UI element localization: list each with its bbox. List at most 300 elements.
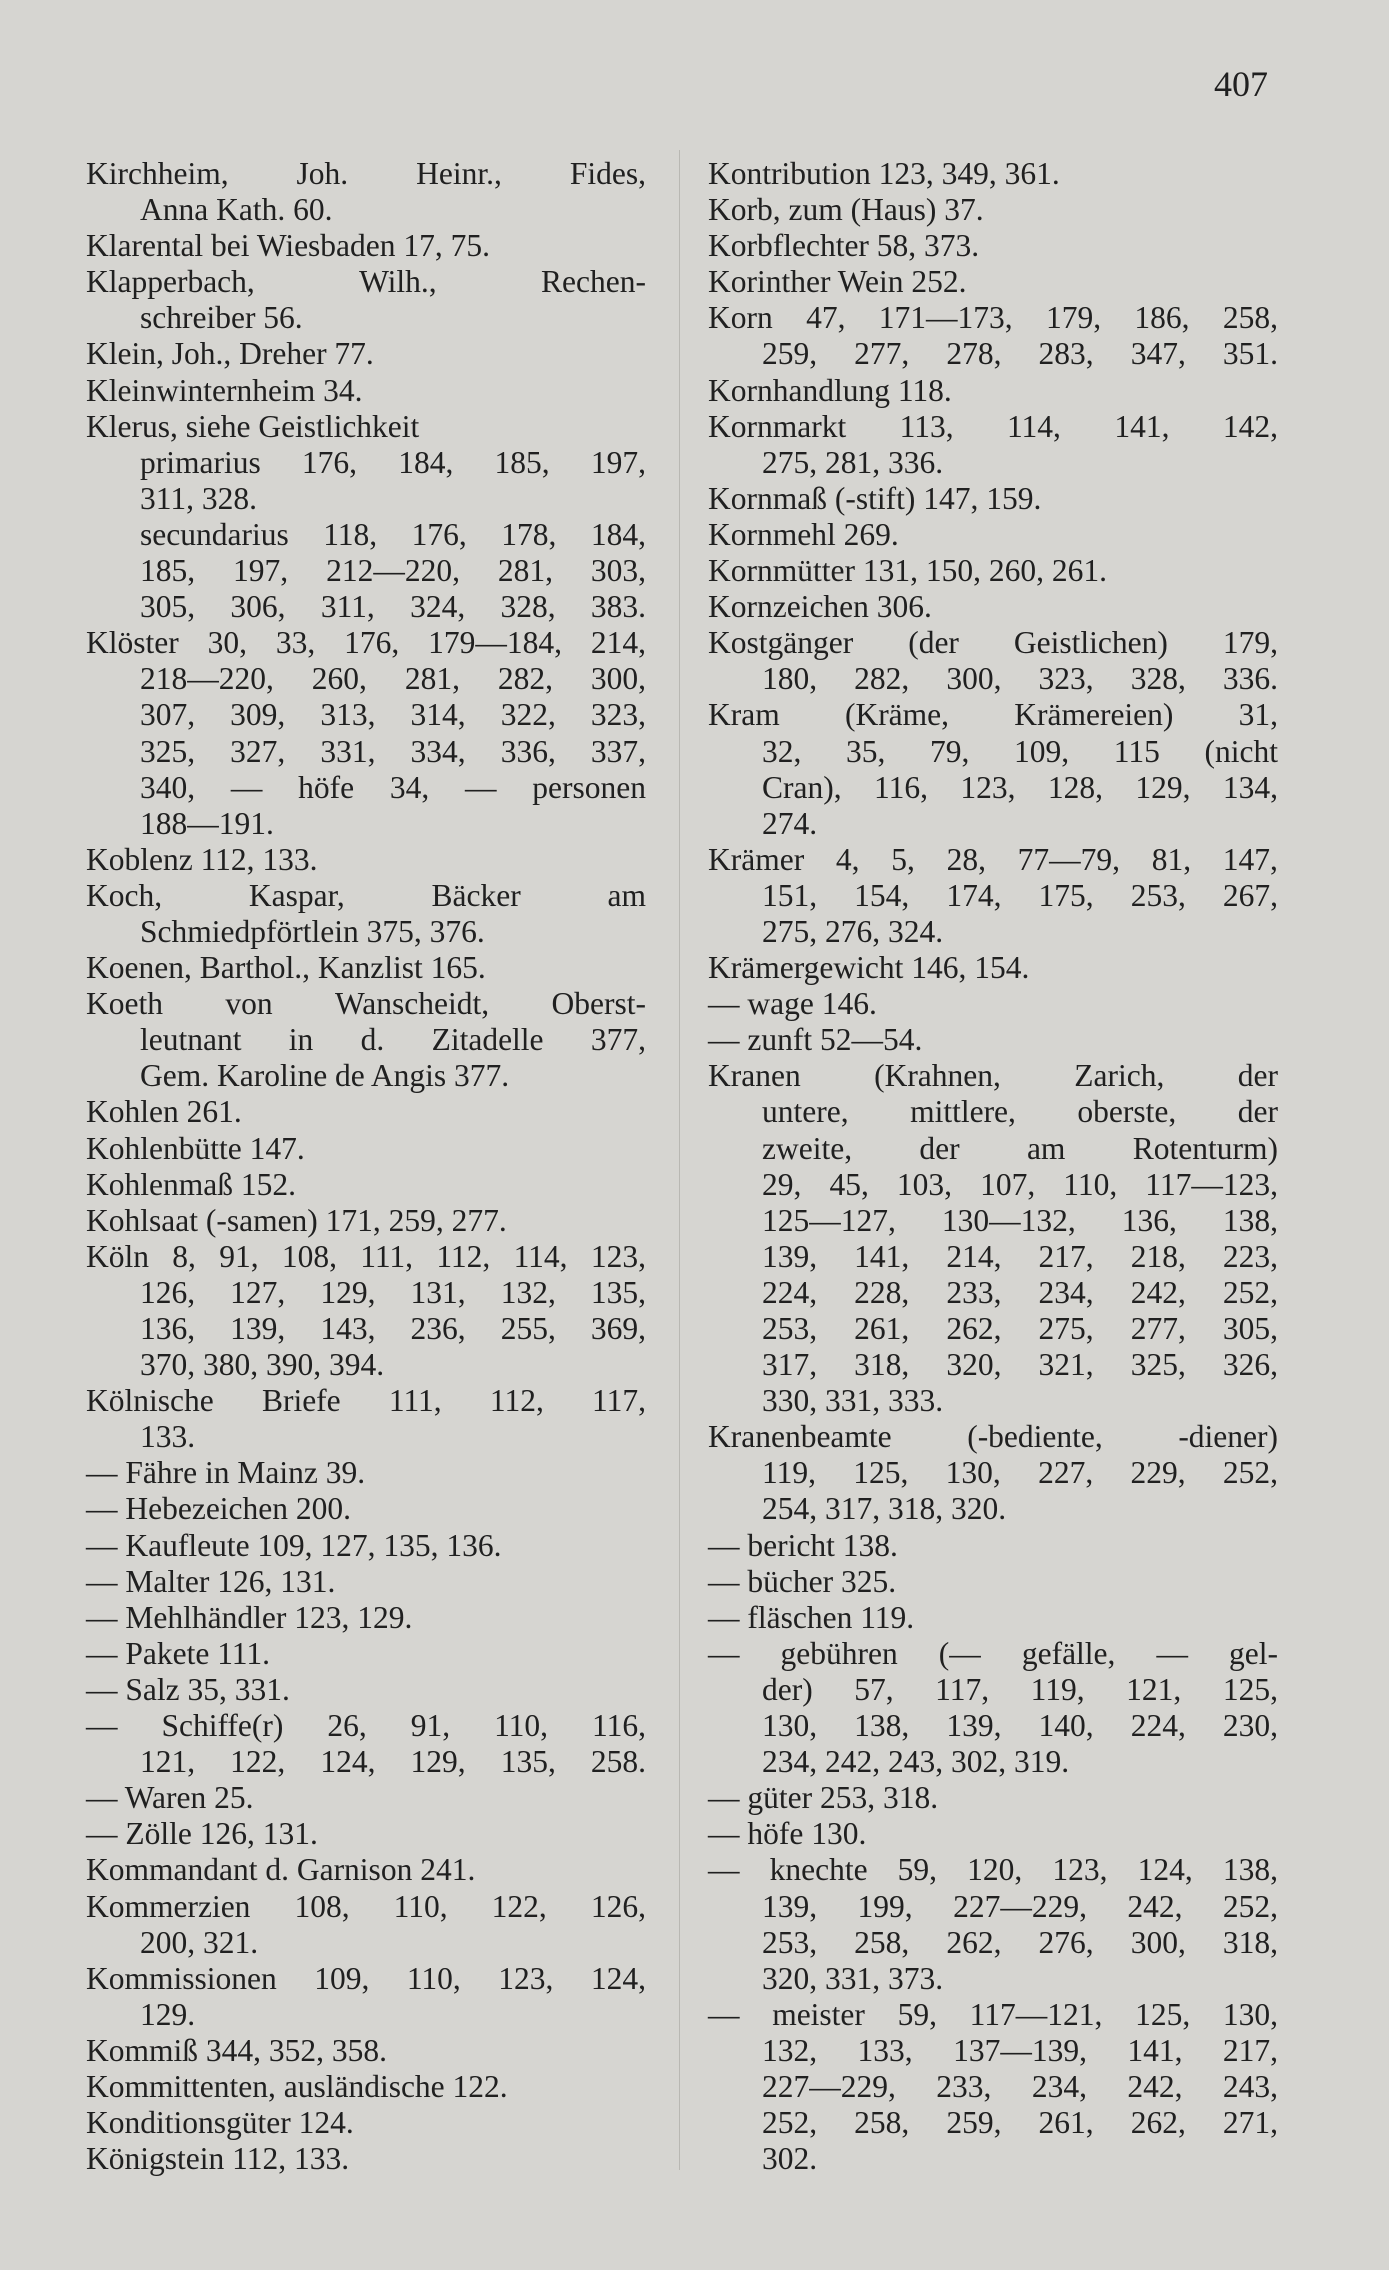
index-word: 134, — [1222, 769, 1278, 805]
index-line — [86, 697, 646, 733]
index-line — [86, 1672, 646, 1708]
index-entry-text: 311, 328. — [140, 480, 257, 516]
index-line — [708, 2105, 1278, 2141]
index-line — [708, 1564, 1278, 1600]
index-word: 262, — [946, 1924, 1002, 1960]
index-word: 120, — [967, 1852, 1023, 1888]
index-word: 129, — [320, 1274, 376, 1310]
index-line — [86, 1961, 646, 1997]
index-word: 283, — [1038, 336, 1094, 372]
index-word: am — [1026, 1130, 1066, 1166]
index-word: 227—229, — [762, 2068, 896, 2104]
index-word: 119, — [1030, 1671, 1085, 1707]
index-line — [86, 1564, 646, 1600]
index-word: 242, — [1130, 1274, 1186, 1310]
index-word: 138, — [1222, 1852, 1278, 1888]
index-word: 307, — [140, 697, 196, 733]
index-entry-text: Konditionsgüter 124. — [86, 2105, 354, 2141]
index-entry-text: 129. — [140, 1996, 196, 2032]
index-word: — — [464, 769, 497, 805]
index-word: 179, — [1045, 300, 1102, 336]
index-line — [708, 914, 1278, 950]
index-word: 136, — [1121, 1202, 1177, 1238]
index-word: 129, — [410, 1744, 466, 1780]
index-word: 138, — [854, 1708, 910, 1744]
index-word: 107, — [980, 1166, 1036, 1202]
index-word: 261, — [1038, 2105, 1094, 2141]
index-entry-text: Koenen, Barthol., Kanzlist 165. — [86, 950, 486, 986]
index-word: — — [708, 1996, 740, 2032]
index-line — [708, 1600, 1278, 1636]
index-word: 114, — [1006, 408, 1061, 444]
index-line — [708, 1131, 1278, 1167]
index-word: Geistlichen) — [1013, 625, 1168, 661]
index-line — [86, 1239, 646, 1275]
index-word: 252, — [762, 2105, 818, 2141]
index-word: 258. — [590, 1744, 646, 1780]
index-word: 282, — [497, 661, 553, 697]
index-word: 139, — [762, 1238, 818, 1274]
index-word: 325, — [1130, 1347, 1186, 1383]
index-word: 110, — [494, 1708, 549, 1744]
index-line — [86, 517, 646, 553]
index-line — [708, 770, 1278, 806]
index-word: 124, — [1137, 1852, 1193, 1888]
index-word: 118, — [323, 516, 378, 552]
index-word: 77—79, — [1017, 841, 1121, 877]
index-word: Köln — [86, 1238, 149, 1274]
index-entry-text: — Kaufleute 109, 127, 135, 136. — [86, 1527, 502, 1563]
index-line — [86, 842, 646, 878]
index-entry-text: — Pakete 111. — [86, 1635, 271, 1671]
index-word: 224, — [762, 1274, 818, 1310]
page-number: 407 — [1214, 64, 1268, 104]
index-entry-text: — Waren 25. — [86, 1780, 254, 1816]
index-word: Klöster — [86, 625, 179, 661]
index-word: Schiffe(r) — [161, 1708, 284, 1744]
index-word: 178, — [501, 516, 557, 552]
index-line — [708, 1383, 1278, 1419]
index-word: — — [86, 1708, 118, 1744]
index-word: 111, — [360, 1238, 414, 1274]
index-word: mittlere, — [910, 1094, 1016, 1130]
index-entry-text: — Fähre in Mainz 39. — [86, 1455, 366, 1491]
index-word: 309, — [230, 697, 286, 733]
index-word: 278, — [946, 336, 1002, 372]
index-line — [86, 1275, 646, 1311]
index-word: 136, — [140, 1311, 196, 1346]
index-word: 318, — [854, 1347, 910, 1383]
index-entry-text: Krämergewicht 146, 154. — [708, 950, 1030, 986]
index-word: 141, — [1127, 2032, 1183, 2068]
index-word: 227, — [1038, 1455, 1094, 1491]
index-line — [708, 1491, 1278, 1527]
index-word: 4, — [835, 841, 860, 877]
index-line — [86, 1203, 646, 1239]
index-word: 123, — [498, 1960, 554, 1996]
index-word: Briefe — [261, 1383, 341, 1419]
index-word: 325, — [140, 733, 196, 769]
index-line — [86, 553, 646, 589]
index-word: 337, — [590, 733, 646, 769]
index-word: Heinr., — [416, 156, 502, 191]
index-word: 323, — [590, 697, 646, 733]
index-entry-text: Klein, Joh., Dreher 77. — [86, 336, 374, 372]
index-entry-text: 234, 242, 243, 302, 319. — [762, 1744, 1070, 1780]
index-line — [708, 1275, 1278, 1311]
index-word: 306, — [230, 589, 286, 625]
index-word: 123, — [960, 769, 1016, 805]
index-word: 117, — [592, 1383, 646, 1419]
index-word: 334, — [410, 733, 466, 769]
column-divider — [679, 150, 680, 2170]
index-line — [86, 1491, 646, 1527]
index-word: 116, — [592, 1708, 646, 1744]
index-word: der — [919, 1130, 960, 1166]
index-entry-text: 274. — [762, 805, 818, 841]
index-word: 147, — [1222, 841, 1278, 877]
index-word: Kostgänger — [708, 625, 854, 661]
index-line — [708, 661, 1278, 697]
index-word: Kram — [708, 697, 780, 733]
index-line — [86, 156, 646, 192]
index-entry-text: — güter 253, 318. — [708, 1780, 939, 1816]
index-word: 224, — [1130, 1708, 1186, 1744]
index-entry-text: Kornhandlung 118. — [708, 372, 952, 408]
index-word: 124, — [320, 1744, 376, 1780]
index-word: 125, — [1222, 1671, 1278, 1707]
index-line — [708, 481, 1278, 517]
index-entry-text: 133. — [140, 1419, 196, 1455]
index-word: (Kräme, — [844, 697, 950, 733]
index-word: Kirchheim, — [86, 156, 229, 191]
index-line — [86, 950, 646, 986]
index-entry-text: 275, 281, 336. — [762, 444, 944, 480]
index-line — [86, 1419, 646, 1455]
index-line — [708, 1780, 1278, 1816]
index-word: 336, — [500, 733, 556, 769]
index-word: 47, — [806, 300, 846, 336]
index-word: — — [230, 769, 263, 805]
index-line — [708, 625, 1278, 661]
index-word: 271, — [1222, 2105, 1278, 2141]
index-word: 223, — [1222, 1238, 1278, 1274]
index-word: 258, — [854, 1924, 910, 1960]
index-line — [86, 2033, 646, 2069]
index-word: Wanscheidt, — [335, 986, 490, 1022]
index-word: secundarius — [140, 516, 289, 552]
index-entry-text: 330, 331, 333. — [762, 1383, 944, 1419]
index-line — [86, 1528, 646, 1564]
index-word: 110, — [1063, 1166, 1118, 1202]
index-word: 125, — [853, 1455, 909, 1491]
index-entry-text: Kohlenmaß 152. — [86, 1166, 296, 1202]
index-word: 113, — [899, 408, 954, 444]
index-word: 197, — [233, 553, 289, 589]
index-line — [708, 2033, 1278, 2069]
index-word: Krämereien) — [1014, 697, 1174, 733]
index-word: 328, — [1130, 661, 1186, 697]
index-word: 305, — [140, 589, 196, 625]
index-line — [86, 1744, 646, 1780]
index-entry-text: Koblenz 112, 133. — [86, 841, 318, 877]
index-entry-text: Anna Kath. 60. — [140, 192, 333, 228]
index-entry-text: Klerus, siehe Geistlichkeit — [86, 408, 420, 444]
index-word: 57, — [854, 1671, 894, 1707]
index-line — [86, 1383, 646, 1419]
index-word: 79, — [930, 733, 970, 769]
index-line — [86, 2105, 646, 2141]
index-word: 138, — [1222, 1202, 1278, 1238]
index-word: 116, — [873, 769, 928, 805]
index-line — [708, 1347, 1278, 1383]
index-word: — — [708, 1852, 740, 1888]
index-word: 300, — [1130, 1924, 1186, 1960]
index-word: 59, — [897, 1996, 937, 2032]
index-word: 253, — [1130, 877, 1186, 913]
index-line — [86, 1022, 646, 1058]
index-word: 141, — [1114, 408, 1170, 444]
index-word: 322, — [500, 697, 556, 733]
index-word: 276, — [1038, 1924, 1094, 1960]
index-word: Kommissionen — [86, 1960, 277, 1996]
index-line — [86, 1600, 646, 1636]
index-word: 171—173, — [878, 300, 1013, 336]
index-line — [86, 1708, 646, 1744]
index-word: — — [1156, 1635, 1188, 1671]
index-entry-text: — Malter 126, 131. — [86, 1563, 336, 1599]
index-word: 252, — [1222, 1455, 1278, 1491]
index-word: Zitadelle — [431, 1022, 544, 1058]
index-line — [708, 264, 1278, 300]
index-word: -diener) — [1178, 1419, 1278, 1455]
index-line — [708, 1203, 1278, 1239]
index-line — [86, 409, 646, 445]
index-word: 255, — [500, 1311, 556, 1346]
index-word: 119, — [762, 1455, 816, 1491]
index-word: knechte — [769, 1852, 868, 1888]
index-word: 129, — [1135, 769, 1191, 805]
index-line — [86, 1997, 646, 2033]
index-word: 321, — [1038, 1347, 1094, 1383]
index-word: 81, — [1151, 841, 1192, 877]
index-entry-text: schreiber 56. — [140, 300, 303, 336]
index-line — [708, 1058, 1278, 1094]
index-word: 32, — [762, 733, 802, 769]
index-entry-text: 320, 331, 373. — [762, 1960, 944, 1996]
index-word: 262, — [1130, 2105, 1186, 2141]
index-word: gebühren — [780, 1635, 898, 1671]
index-word: 258, — [854, 2105, 910, 2141]
index-line — [708, 1022, 1278, 1058]
index-line — [708, 734, 1278, 770]
index-line — [708, 228, 1278, 264]
index-word: 258, — [1222, 300, 1278, 336]
index-line — [86, 1347, 646, 1383]
index-word: 197, — [590, 444, 646, 480]
index-word: leutnant — [140, 1022, 242, 1058]
index-word: 377, — [590, 1022, 646, 1058]
index-word: 143, — [320, 1311, 376, 1346]
index-line — [86, 878, 646, 914]
index-word: 233, — [936, 2068, 992, 2104]
index-line — [86, 986, 646, 1022]
index-word: 91, — [219, 1238, 259, 1274]
index-word: 34, — [389, 769, 430, 805]
index-entry-text: — fläschen 119. — [708, 1599, 915, 1635]
index-word: 176, — [411, 516, 467, 552]
index-word: 228, — [854, 1274, 910, 1310]
index-entry-text: Gem. Karoline de Angis 377. — [140, 1058, 510, 1094]
index-word: 259, — [762, 336, 818, 372]
index-word: Kranen — [708, 1058, 801, 1094]
index-entry-text: 302. — [762, 2141, 818, 2177]
index-word: 109, — [1014, 733, 1070, 769]
index-line — [708, 1455, 1278, 1491]
index-line — [708, 1094, 1278, 1130]
index-word: personen — [532, 769, 646, 805]
index-entry-text: — Hebezeichen 200. — [86, 1491, 352, 1527]
index-word: 117—121, — [969, 1996, 1103, 2032]
index-line — [708, 517, 1278, 553]
index-word: Joh. — [296, 156, 349, 191]
index-entry-text: Kohlen 261. — [86, 1094, 242, 1130]
index-word: 311, — [320, 589, 375, 625]
index-entry-text: Königstein 112, 133. — [86, 2141, 350, 2177]
index-word: Zarich, — [1074, 1058, 1165, 1094]
index-entry-text: Kleinwinternheim 34. — [86, 372, 363, 408]
index-word: 103, — [896, 1166, 952, 1202]
index-word: 130, — [1222, 1996, 1278, 2032]
index-word: primarius — [140, 444, 261, 480]
index-line — [708, 1889, 1278, 1925]
index-word: 141, — [854, 1238, 910, 1274]
index-word: am — [607, 877, 646, 913]
index-word: der — [1237, 1058, 1278, 1094]
index-word: 139, — [230, 1311, 286, 1346]
index-line — [708, 589, 1278, 625]
index-word: 242, — [1127, 1888, 1183, 1924]
index-word: 277, — [1130, 1311, 1186, 1346]
index-word: gel- — [1229, 1635, 1278, 1671]
index-line — [86, 806, 646, 842]
index-line — [86, 1816, 646, 1852]
index-word: 127, — [230, 1274, 286, 1310]
index-line — [86, 1925, 646, 1961]
index-line — [708, 445, 1278, 481]
index-word: 275, — [1038, 1311, 1094, 1346]
index-word: 111, — [388, 1383, 442, 1419]
index-word: 117—123, — [1145, 1166, 1278, 1202]
index-word: 26, — [327, 1708, 367, 1744]
index-line — [86, 192, 646, 228]
index-word: 179, — [1222, 625, 1278, 661]
index-word: 234, — [1031, 2068, 1087, 2104]
index-word: 128, — [1047, 769, 1103, 805]
index-line — [86, 1889, 646, 1925]
index-line — [708, 1925, 1278, 1961]
index-word: (— — [938, 1635, 981, 1671]
index-line — [708, 806, 1278, 842]
index-word: 142, — [1222, 408, 1278, 444]
index-word: 317, — [762, 1347, 818, 1383]
index-word: (nicht — [1204, 733, 1278, 769]
index-entry-text: Korbflechter 58, 373. — [708, 228, 980, 264]
index-entry-text: — Salz 35, 331. — [86, 1671, 290, 1707]
index-line — [86, 734, 646, 770]
index-entry-text: — bericht 138. — [708, 1527, 898, 1563]
index-word: 217, — [1038, 1238, 1094, 1274]
index-word: meister — [772, 1996, 865, 2032]
index-line — [86, 373, 646, 409]
index-word: 218—220, — [140, 661, 274, 697]
index-word: 176, — [301, 444, 358, 480]
index-word: 126, — [590, 1888, 646, 1924]
index-word: 281, — [497, 553, 553, 589]
index-word: 131, — [410, 1274, 466, 1310]
index-word: 154, — [854, 877, 910, 913]
left-index-column — [86, 156, 646, 2177]
index-word: 125—127, — [762, 1202, 896, 1238]
index-word: Koeth — [86, 986, 163, 1022]
index-word: 121, — [1126, 1671, 1182, 1707]
index-line — [86, 1636, 646, 1672]
index-line — [86, 1094, 646, 1130]
index-word: Krämer — [708, 841, 805, 877]
index-word: 137—139, — [953, 2032, 1087, 2068]
index-word: 35, — [846, 733, 886, 769]
index-entry-text: — Mehlhändler 123, 129. — [86, 1599, 413, 1635]
index-word: 117, — [935, 1671, 990, 1707]
index-word: 314, — [410, 697, 466, 733]
index-word: Kölnische — [86, 1383, 214, 1419]
index-line — [708, 1997, 1278, 2033]
index-word: 176, — [344, 625, 400, 661]
index-word: 126, — [140, 1274, 196, 1310]
index-line — [708, 2069, 1278, 2105]
index-word: 121, — [140, 1744, 196, 1780]
index-word: 303, — [590, 553, 646, 589]
right-index-column — [708, 156, 1278, 2177]
index-word: 151, — [762, 877, 818, 913]
index-word: Kommerzien — [86, 1888, 251, 1924]
index-word: 135, — [500, 1744, 556, 1780]
index-line — [708, 1708, 1278, 1744]
index-entry-text: Kornzeichen 306. — [708, 589, 932, 625]
index-word: 186, — [1134, 300, 1190, 336]
index-word: — — [708, 1635, 740, 1671]
index-line — [708, 553, 1278, 589]
index-line — [86, 1852, 646, 1888]
index-line — [708, 878, 1278, 914]
index-word: 185, — [494, 444, 550, 480]
index-word: 130, — [945, 1455, 1001, 1491]
index-word: 30, — [207, 625, 247, 661]
index-word: 108, — [294, 1888, 350, 1924]
index-entry-text: 188—191. — [140, 805, 274, 841]
index-word: (-bediente, — [967, 1419, 1103, 1455]
index-entry-text: — zunft 52—54. — [708, 1022, 923, 1058]
index-word: 175, — [1038, 877, 1094, 913]
index-line — [708, 1239, 1278, 1275]
index-word: Kranenbeamte — [708, 1419, 892, 1455]
index-line — [86, 228, 646, 264]
index-line — [708, 1744, 1278, 1780]
index-word: Cran), — [762, 769, 842, 805]
index-word: gefälle, — [1021, 1635, 1116, 1671]
index-word: Rotenturm) — [1132, 1130, 1278, 1166]
index-line — [708, 986, 1278, 1022]
